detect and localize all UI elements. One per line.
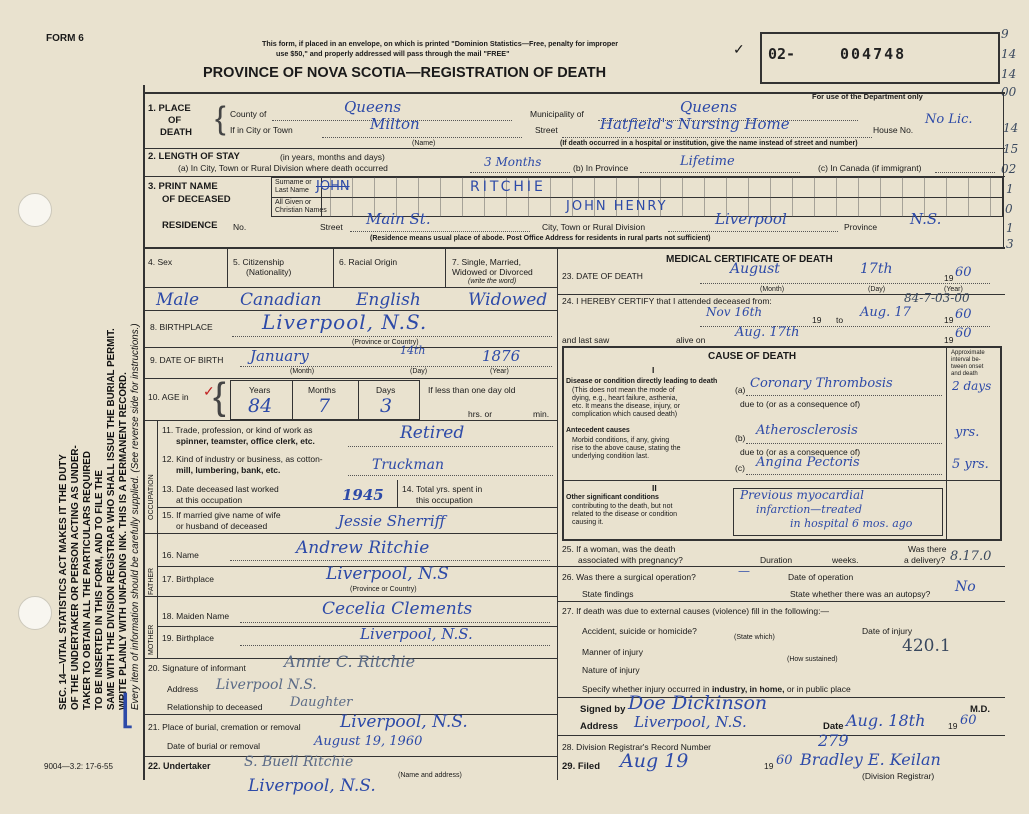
citizenship-value: Canadian (240, 290, 322, 310)
stay-a-value: 3 Months (484, 155, 542, 169)
other-conditions-value: Previous myocardial (740, 488, 864, 502)
occupation-side-line (157, 420, 158, 533)
cause-c-label: (c) (735, 463, 745, 473)
q25-duration-label: Duration (760, 555, 793, 565)
other-conditions-label: Other significant conditions (566, 494, 659, 501)
dob-month: January (250, 347, 309, 365)
q16-value: Andrew Ritchie (296, 538, 430, 558)
q20-label: 20. Signature of informant (148, 663, 246, 673)
q16-label: 16. Name (162, 550, 199, 560)
q29-label: 29. Filed (562, 761, 601, 772)
city-value: Milton (370, 115, 420, 133)
year-prefix: 19 (948, 721, 958, 731)
divider (557, 735, 1005, 736)
underline (322, 137, 522, 138)
surname-struck: JOHN (316, 179, 350, 194)
dob-label: 9. DATE OF BIRTH (150, 355, 224, 365)
autopsy-value: No (955, 579, 976, 595)
street-label: Street (535, 125, 558, 135)
days-label: Days (376, 385, 396, 395)
q11-label: spinner, teamster, office clerk, etc. (176, 436, 315, 446)
sign-date-value: Aug. 18th (846, 711, 926, 730)
citizenship-sub: (Nationality) (246, 267, 292, 277)
months-label: Months (308, 385, 336, 395)
signed-by-value: Doe Dickinson (628, 692, 768, 714)
year-prefix: 19 (944, 273, 954, 283)
cause-a-label: (a) (735, 385, 746, 395)
occupation-side-label: OCCUPATION (148, 474, 155, 520)
relationship-value: Daughter (290, 695, 353, 710)
registration-prefix: 02- (768, 45, 796, 63)
interval-divider (946, 346, 947, 541)
q17-label: 17. Birthplace (162, 574, 214, 584)
due-to-label: due to (or as a consequence of) (740, 447, 861, 457)
surname-label: Last Name (275, 187, 309, 194)
underline (350, 231, 530, 232)
frame-top (143, 92, 1005, 94)
age-box-divider (292, 380, 293, 420)
dob-day: 14th (400, 344, 426, 357)
surname-value: RITCHIE (470, 179, 546, 195)
county-value: Queens (344, 98, 402, 116)
name-caption: (Name) (412, 140, 436, 147)
year-prefix: 19 (944, 335, 954, 345)
margin-code: 02 (1001, 162, 1017, 176)
other-conditions-note: contributing to the death, but not (572, 503, 673, 510)
divider (143, 533, 557, 534)
birthplace-value: Liverpool, N.S. (262, 310, 428, 334)
specify-label: Specify whether injury occurred in industry, in home, or in public place (582, 684, 851, 694)
cause-c-interval: 5 yrs. (952, 457, 989, 472)
registrar-signature: Bradley E. Keilan (800, 750, 941, 769)
relationship-label: Relationship to deceased (167, 702, 263, 712)
frame-right (1003, 92, 1004, 247)
other-conditions-note: related to the disease or condition (572, 511, 678, 518)
sidebar-line: SEC. 14—VITAL STATISTICS ACT MAKES IT THE DUTY (58, 454, 69, 710)
divider (157, 507, 557, 508)
sidebar-line: TO BE INSERTED IN THIS FORM, AND TO FILE THE (94, 470, 105, 710)
municipality-value: Queens (680, 98, 738, 116)
q22-value: S. Buell Ritchie (244, 754, 354, 770)
street-value: Hatfield's Nursing Home (600, 115, 790, 133)
underline (700, 283, 990, 284)
underline (240, 366, 552, 367)
q22-value-2: Liverpool, N.S. (248, 776, 376, 796)
q26-value: — (738, 564, 750, 578)
last-seen-year: 60 (955, 326, 972, 341)
given-label: Christian Names (275, 207, 327, 214)
min-label: min. (533, 409, 550, 419)
q18-label: 18. Maiden Name (162, 611, 230, 621)
findings-label: State findings (582, 589, 634, 599)
punch-hole-bottom (18, 596, 52, 630)
col-divider (397, 480, 398, 507)
last-seen-label: alive on (676, 335, 706, 345)
hrs-label: hrs. or (468, 409, 493, 419)
q13-value: 1945 (342, 486, 384, 504)
stay-b-value: Lifetime (680, 154, 735, 169)
sign-date-label: Date (823, 721, 844, 732)
last-seen-value: Aug. 17th (735, 325, 800, 340)
q29-value: Aug 19 (620, 750, 689, 772)
margin-code: 14 (1001, 67, 1017, 81)
q11-value: Retired (400, 423, 465, 443)
underline (232, 336, 552, 337)
signer-address-label: Address (580, 721, 619, 732)
place-label: 1. PLACE (148, 103, 191, 114)
underline (640, 172, 800, 173)
marital-label: (write the word) (468, 278, 517, 285)
col-divider (333, 247, 334, 287)
city-label: If in City or Town (230, 125, 293, 135)
divider (143, 420, 557, 421)
postage-notice-2: use $50," and properly addressed will pass through the mail "FREE" (276, 49, 510, 58)
q26-label: 26. Was there a surgical operation? (562, 572, 696, 582)
q22-label: 22. Undertaker (148, 761, 211, 771)
residence-prov-label: Province (844, 222, 878, 232)
county-label: County of (230, 109, 267, 119)
q12-label: mill, lumbering, bank, etc. (176, 465, 281, 475)
attended-to: Aug. 17 (860, 305, 911, 320)
attended-from: Nov 16th (706, 305, 763, 319)
q19-value: Liverpool, N.S. (360, 625, 473, 643)
age-box-divider (358, 380, 359, 420)
direct-cause-label: Disease or condition directly leading to death (566, 378, 718, 385)
q24-label: 24. I HEREBY CERTIFY that I attended deceased from: (562, 296, 772, 306)
stay-a-label: (a) In City, Town or Rural Division where death occurred (178, 163, 388, 173)
divider (143, 287, 557, 288)
page-title: PROVINCE OF NOVA SCOTIA—REGISTRATION OF DEATH (203, 65, 607, 81)
stay-c-label: (c) In Canada (if immigrant) (818, 163, 922, 173)
manner-code: 420.1 (902, 636, 951, 656)
birthplace-sub: (Province or Country) (352, 339, 419, 346)
underline (348, 446, 553, 447)
q21-value: Liverpool, N.S. (340, 712, 468, 732)
margin-code: 15 (1003, 142, 1019, 156)
mother-side-label: MOTHER (148, 624, 155, 655)
sidebar-line: TAKER TO OBTAIN ALL THE PARTICULARS REQUIRED (82, 451, 93, 710)
sign-date-year: 60 (960, 713, 977, 728)
q13-label: at this occupation (176, 495, 243, 505)
q12-value: Truckman (372, 457, 445, 473)
dob-year: 1876 (482, 347, 521, 365)
burial-date-value: August 19, 1960 (314, 734, 423, 749)
racial-label: 6. Racial Origin (339, 257, 398, 267)
form-number: FORM 6 (46, 33, 84, 44)
underline (240, 645, 550, 646)
name-label: OF DECEASED (162, 194, 231, 205)
age-label: 10. AGE in (148, 392, 189, 402)
registrar-sub: (Division Registrar) (862, 771, 935, 781)
margin-code: 00 (1001, 85, 1017, 99)
roman-numeral-1: I (652, 365, 655, 375)
month-caption: (Month) (760, 286, 785, 293)
stay-b-label: (b) In Province (573, 163, 629, 173)
q15-label: 15. If married give name of wife (162, 510, 281, 520)
residence-street-label: Street (320, 222, 343, 232)
direct-cause-note: complication which caused death) (572, 411, 678, 418)
q15-value: Jessie Sherriff (338, 512, 446, 530)
divider (157, 626, 557, 627)
accident-label: Accident, suicide or homicide? (582, 626, 697, 636)
operation-date-label: Date of operation (788, 572, 854, 582)
divider (557, 566, 1005, 567)
sidebar-line: OF THE UNDERTAKER OR PERSON ACTING AS UNDER- (70, 445, 81, 710)
marital-label: 7. Single, Married, (452, 257, 521, 267)
underline (746, 395, 942, 396)
racial-value: English (356, 290, 421, 310)
municipality-label: Municipality of (530, 109, 584, 119)
underline (240, 622, 550, 623)
underline (668, 231, 838, 232)
q25-weeks-label: weeks. (832, 555, 859, 565)
divider (557, 697, 1005, 698)
margin-code: 14 (1001, 47, 1017, 61)
q19-label: 19. Birthplace (162, 633, 214, 643)
due-to-label: due to (or as a consequence of) (740, 399, 861, 409)
sex-label: 4. Sex (148, 257, 173, 267)
signer-address: Liverpool, N.S. (634, 713, 747, 731)
q15-label: or husband of deceased (176, 521, 268, 531)
residence-no-label: No. (233, 222, 247, 232)
accident-sub: (State which) (734, 634, 775, 641)
q13-label: 13. Date deceased last worked (162, 484, 279, 494)
antecedent-label: Antecedent causes (566, 427, 630, 434)
last-seen-label: and last saw (562, 335, 610, 345)
margin-code: 1 (1006, 221, 1014, 235)
md-label: M.D. (970, 704, 991, 715)
q14-label: this occupation (416, 495, 473, 505)
q25-delivery-label: a delivery? (904, 555, 946, 565)
death-day: 17th (860, 261, 893, 277)
residence-note: (Residence means usual place of abode. Post Office Address for residents in rural parts not sufficient) (370, 235, 711, 242)
birthplace-label: 8. BIRTHPLACE (150, 322, 213, 332)
residence-label: RESIDENCE (162, 220, 218, 231)
q17-value: Liverpool, N.S (326, 564, 449, 584)
sidebar-line: Every item of information should be carefully supplied. (See reverse side for instructions.) (130, 323, 141, 710)
residence-prov: N.S. (910, 210, 942, 228)
underline (746, 474, 942, 475)
margin-code: 3 (1006, 237, 1014, 251)
cause-title: CAUSE OF DEATH (708, 351, 797, 362)
filed-year: 60 (776, 753, 793, 768)
medical-title: MEDICAL CERTIFICATE OF DEATH (666, 254, 833, 265)
month-caption: (Month) (290, 368, 315, 375)
underline (470, 172, 570, 173)
sidebar-line: WRITE PLAINLY WITH UNFADING INK. THIS IS A PERMANENT RECORD. (118, 372, 129, 710)
given-value: JOHN HENRY (566, 199, 668, 214)
house-label: House No. (873, 125, 914, 135)
divider (143, 596, 557, 597)
age-months: 7 (318, 395, 331, 417)
registration-number: 004748 (840, 45, 907, 63)
year-caption: (Year) (490, 368, 509, 375)
given-label: All Given or (275, 199, 312, 206)
margin-code: 0 (1005, 202, 1013, 216)
underline (230, 560, 550, 561)
year-prefix: 19 (812, 315, 822, 325)
center-divider (557, 247, 558, 780)
injury-date-label: Date of injury (862, 626, 913, 636)
q20-value: Annie C. Ritchie (284, 652, 416, 671)
direct-cause-note: etc. It means the disease, injury, or (572, 403, 681, 410)
other-conditions-value: in hospital 6 mos. ago (790, 517, 913, 530)
stay-label: 2. LENGTH OF STAY (148, 151, 240, 162)
col-divider (227, 247, 228, 287)
q11-label: 11. Trade, profession, or kind of work as (162, 425, 313, 435)
postage-notice-1: This form, if placed in an envelope, on which is printed "Dominion Statistics—Free, penalty for improper (262, 39, 619, 48)
year-prefix: 19 (944, 315, 954, 325)
marital-label: Widowed or Divorced (452, 267, 533, 277)
stay-note: (in years, months and days) (280, 152, 385, 162)
margin-code: 9 (1001, 27, 1009, 41)
place-label: DEATH (160, 127, 193, 138)
underline (562, 137, 872, 138)
sidebar-line: SAME WITH THE DIVISION REGISTRAR WHO SHALL ISSUE THE BURIAL PERMIT. (106, 328, 117, 710)
burial-date-label: Date of burial or removal (167, 741, 261, 751)
q12-label: 12. Kind of industry or business, as cotton- (162, 454, 323, 464)
place-label: OF (168, 115, 182, 126)
q25-label: 25. If a woman, was the death (562, 544, 676, 554)
divider (557, 601, 1005, 602)
underline (348, 475, 553, 476)
q23-label: 23. DATE OF DEATH (562, 271, 643, 281)
to-label: to (836, 315, 844, 325)
footer-code: 9004—3.2: 17-6-55 (44, 762, 113, 771)
antecedent-note: Morbid conditions, if any, giving (572, 437, 670, 444)
frame-left (143, 85, 145, 780)
antecedent-note: rise to the above cause, stating the (572, 445, 681, 452)
years-label: Years (249, 385, 271, 395)
col-divider (445, 247, 446, 287)
q18-value: Cecelia Clements (322, 599, 473, 619)
cause-a-value: Coronary Thrombosis (750, 376, 893, 391)
q25-code: 8.17.0 (950, 549, 992, 564)
nature-label: Nature of injury (582, 665, 640, 675)
divider (143, 247, 1005, 249)
brace: { (213, 376, 226, 418)
q14-label: 14. Total yrs. spent in (402, 484, 483, 494)
year-caption: (Year) (944, 286, 963, 293)
age-days: 3 (380, 395, 393, 417)
punch-hole-top (18, 193, 52, 227)
interval-header: tween onset (951, 364, 984, 370)
manner-label: Manner of injury (582, 647, 643, 657)
divider (562, 480, 1002, 481)
q25-label: associated with pregnancy? (578, 555, 683, 565)
q24-code: 84-7-03-00 (904, 291, 970, 305)
autopsy-label: State whether there was an autopsy? (790, 589, 931, 599)
hospital-note: (If death occurred in a hospital or institution, give the name instead of street and number) (560, 140, 858, 147)
brace: { (215, 100, 226, 136)
residence-street: Main St. (366, 210, 431, 228)
q27-label: 27. If death was due to external causes (violence) fill in the following:— (562, 606, 829, 616)
direct-cause-note: dying, e.g., heart failure, asthenia, (572, 395, 678, 402)
interval-header: and death (951, 371, 978, 377)
day-caption: (Day) (410, 368, 428, 375)
cause-a-interval: 2 days (952, 379, 992, 393)
divider (143, 148, 1005, 149)
informant-address-label: Address (167, 684, 199, 694)
age-years: 84 (248, 395, 273, 417)
roman-numeral-2: II (652, 483, 657, 493)
q17-sub: (Province or Country) (350, 586, 417, 593)
red-check-mark: ✓ (203, 383, 215, 399)
death-year: 60 (955, 265, 972, 280)
death-month: August (730, 261, 780, 277)
sex-value: Male (156, 290, 200, 310)
year-prefix: 19 (764, 761, 774, 771)
q28-value: 279 (818, 731, 849, 750)
margin-bracket: ⌊ (120, 688, 136, 732)
father-side-label: FATHER (148, 567, 155, 595)
direct-cause-note: (This does not mean the mode of (572, 387, 675, 394)
q22-sub: (Name and address) (398, 772, 462, 779)
margin-code: 1 (1006, 182, 1014, 196)
q28-label: 28. Division Registrar's Record Number (562, 742, 712, 752)
other-conditions-note: causing it. (572, 519, 604, 526)
cause-b-label: (b) (735, 433, 746, 443)
house-value: No Lic. (925, 112, 973, 127)
check-mark: ✓ (733, 41, 745, 57)
q25-delivery-label: Was there (908, 544, 947, 554)
underline (746, 443, 942, 444)
signed-by-label: Signed by (580, 704, 626, 715)
residence-city: Liverpool (715, 210, 787, 228)
interval-header: interval be- (951, 357, 981, 363)
cause-b-interval: yrs. (955, 425, 980, 440)
citizenship-label: 5. Citizenship (233, 257, 285, 267)
interval-header: Approximate (951, 350, 985, 356)
day-caption: (Day) (868, 286, 886, 293)
underline (935, 172, 995, 173)
name-label: 3. PRINT NAME (148, 181, 218, 192)
antecedent-note: underlying condition last. (572, 453, 650, 460)
q21-label: 21. Place of burial, cremation or removal (148, 722, 301, 732)
residence-city-label: City, Town or Rural Division (542, 222, 646, 232)
manner-sub: (How sustained) (787, 656, 838, 663)
marital-value: Widowed (468, 290, 548, 310)
informant-address: Liverpool N.S. (216, 677, 317, 693)
cause-b-value: Atherosclerosis (756, 423, 858, 438)
surname-label: Surname or (275, 179, 312, 186)
attended-to-year: 60 (955, 307, 972, 322)
divider (143, 378, 557, 379)
other-conditions-value: infarction—treated (756, 503, 863, 516)
department-use-label: For use of the Department only (812, 92, 923, 101)
cause-c-value: Angina Pectoris (756, 455, 860, 470)
margin-code: 14 (1003, 121, 1019, 135)
less-than-day-label: If less than one day old (428, 385, 516, 395)
